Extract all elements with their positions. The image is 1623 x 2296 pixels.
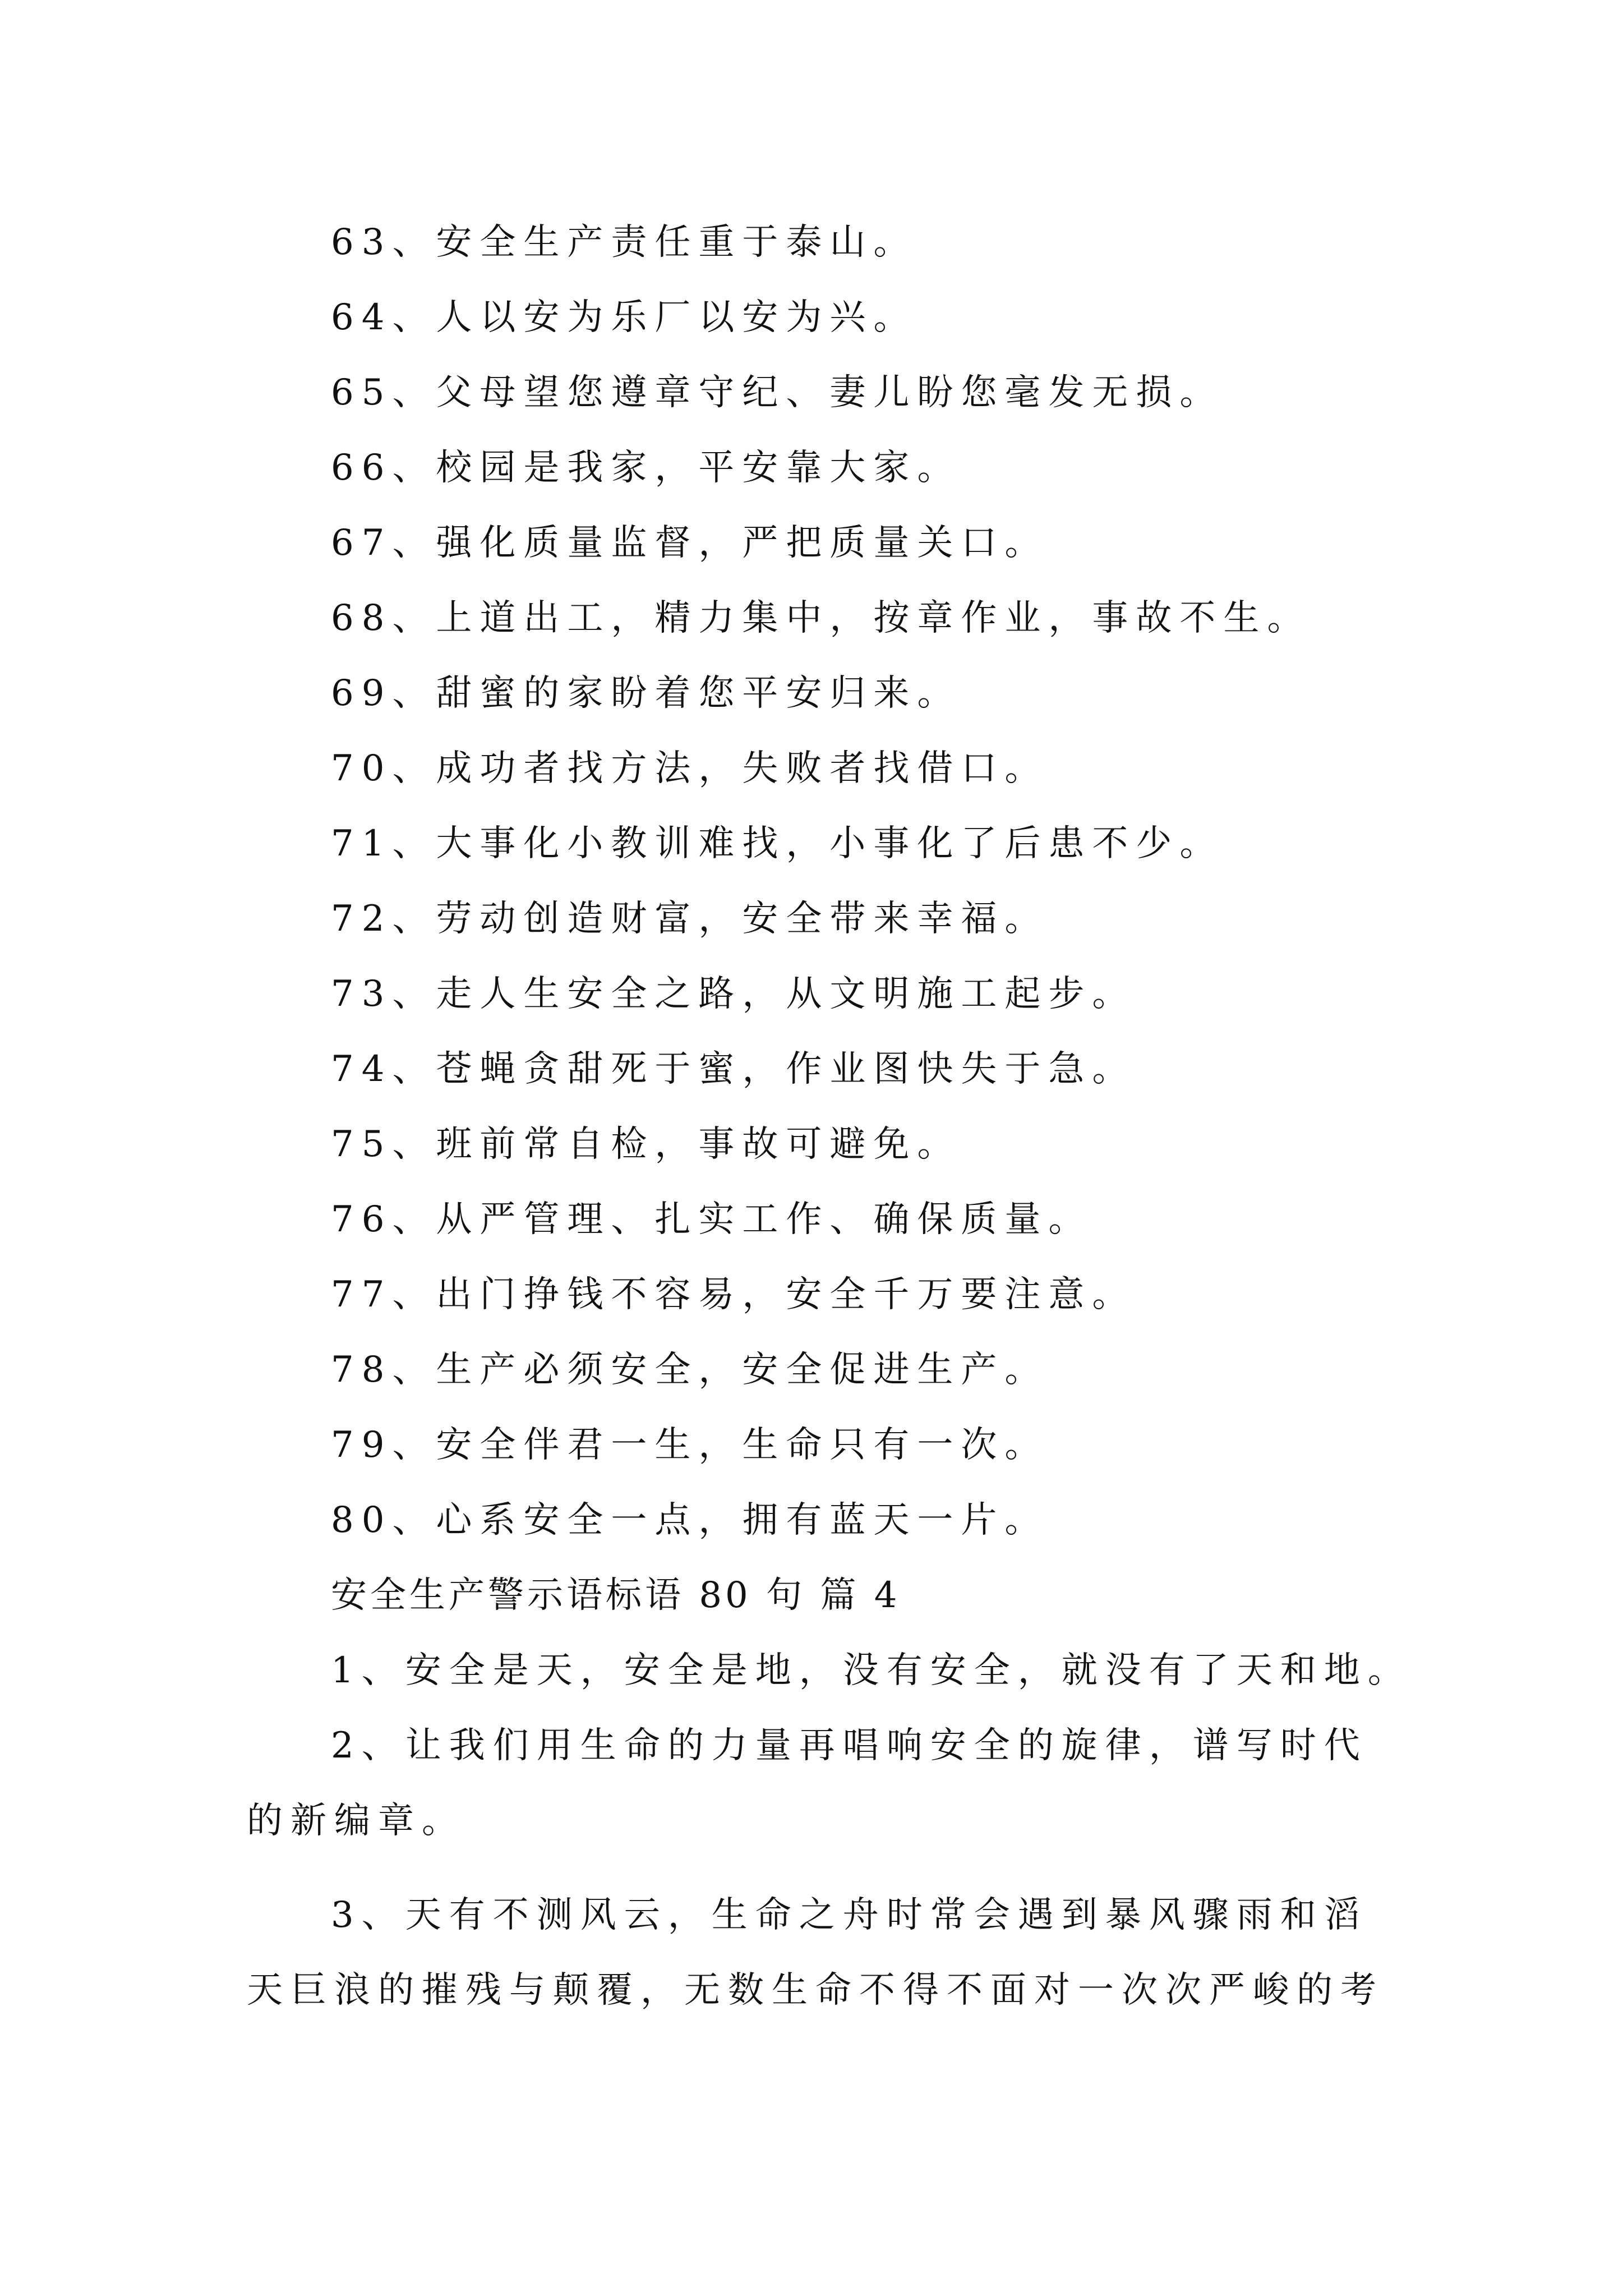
list-item: 65、父母望您遵章守纪、妻儿盼您毫发无损。 — [331, 372, 1224, 413]
list-item: 63、安全生产责任重于泰山。 — [331, 222, 917, 263]
list-item: 73、走人生安全之路，从文明施工起步。 — [331, 973, 1136, 1015]
list-item: 80、心系安全一点，拥有蓝天一片。 — [331, 1499, 1049, 1541]
list-item: 76、从严管理、扎实工作、确保质量。 — [331, 1199, 1092, 1240]
list-item: 75、班前常自检，事故可避免。 — [331, 1124, 961, 1165]
list-item: 78、生产必须安全，安全促进生产。 — [331, 1349, 1049, 1391]
paragraph-line: 3、天有不测风云，生命之舟时常会遇到暴风骤雨和滔 — [331, 1894, 1368, 1936]
list-item: 64、人以安为乐厂以安为兴。 — [331, 297, 917, 338]
list-item: 79、安全伴君一生，生命只有一次。 — [331, 1424, 1049, 1466]
list-item: 77、出门挣钱不容易，安全千万要注意。 — [331, 1274, 1136, 1315]
list-item: 67、强化质量监督，严把质量关口。 — [331, 522, 1049, 564]
list-item: 72、劳动创造财富，安全带来幸福。 — [331, 898, 1049, 940]
list-item: 66、校园是我家，平安靠大家。 — [331, 447, 961, 489]
list-item: 71、大事化小教训难找，小事化了后患不少。 — [331, 823, 1224, 864]
list-item: 70、成功者找方法，失败者找借口。 — [331, 748, 1049, 789]
list-item: 68、上道出工，精力集中，按章作业，事故不生。 — [331, 597, 1311, 639]
list-item: 1、安全是天，安全是地，没有安全，就没有了天和地。 — [331, 1650, 1412, 1691]
section-heading: 安全生产警示语标语 80 句 篇 4 — [331, 1575, 901, 1616]
list-item: 74、苍蝇贪甜死于蜜，作业图快失于急。 — [331, 1048, 1136, 1090]
paragraph-line: 天巨浪的摧残与颠覆，无数生命不得不面对一次次严峻的考 — [247, 1970, 1384, 2011]
paragraph-line: 2、让我们用生命的力量再唱响安全的旋律，谱写时代 — [331, 1725, 1368, 1766]
list-item: 69、甜蜜的家盼着您平安归来。 — [331, 673, 961, 714]
paragraph-line: 的新编章。 — [247, 1800, 465, 1842]
